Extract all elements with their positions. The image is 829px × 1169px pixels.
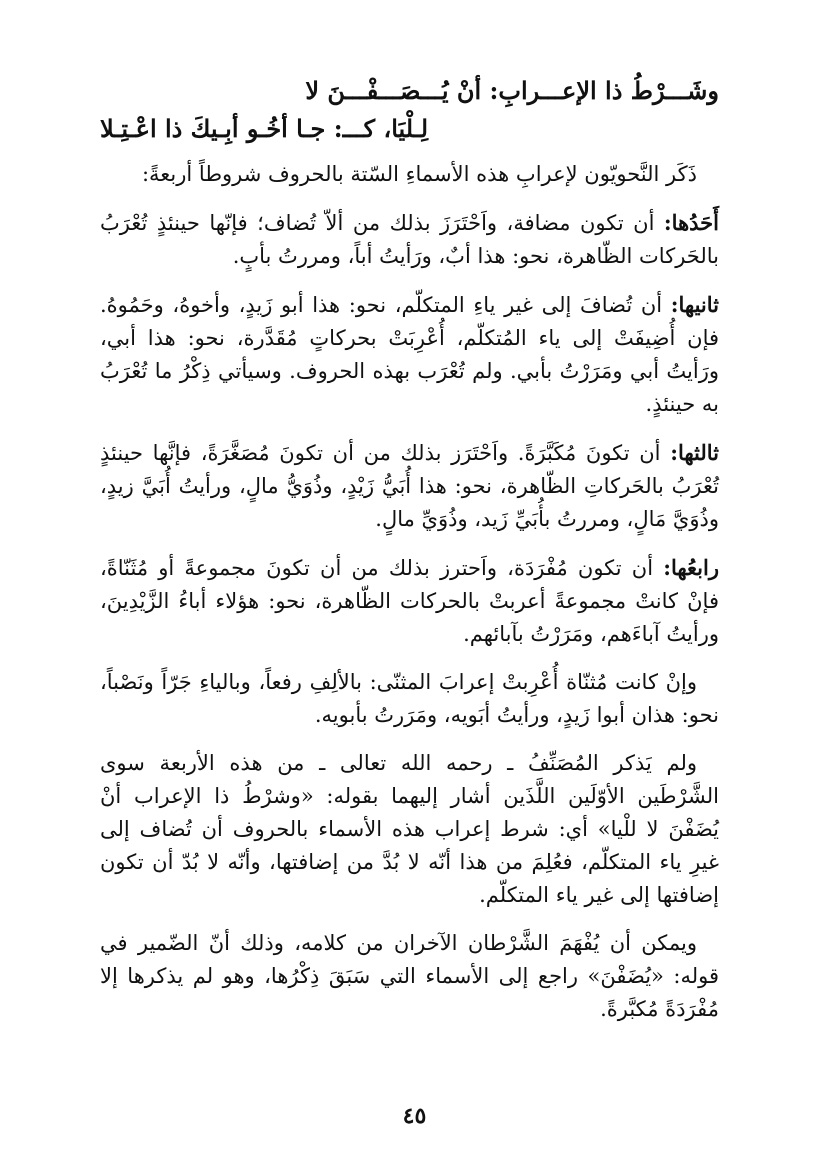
condition-1-label: أَحَدُها: (663, 210, 719, 235)
condition-2-paragraph (100, 288, 719, 421)
verse-line-2: لِـلْيَا، كـــ: جـا أخُـو أبِـيكَ ذا اعْـتِـلا (100, 114, 429, 143)
author-paragraph: ولم يَذكر المُصَنِّفُ ـ رحمه الله تعالى ـ من هذه الأربعة سوى الشَّرْطَين الأوّلَين اللَّذَين أشار إليهما بقوله: «وشرْطُ ذا الإعراب أنْ يُضَفْنَ لا للْيا» أي: شرط إعراب هذه الأسماء بالحروف أن تُضاف إلى غيرِ ياء المتكلّم، فعُلِمَ من هذا أنّه لا بُدَّ من إضافتها، وأنّه لا بُدّ أن تكون إضافتها إلى غير ياء المتكلّم. (100, 751, 719, 907)
condition-3-paragraph (100, 436, 719, 536)
final-paragraph: ويمكن أن يُفْهَمَ الشَّرْطان الآخران من كلامه، وذلك أنّ الضّمير في قوله: «يُضَفْنَ» راجع إلى الأسماء التي سَبَقَ ذِكْرُها، وهو لم يذكرها إلا مُفْرَدَةً مُكبَّرةً. (100, 931, 719, 1021)
condition-4-paragraph (100, 551, 719, 651)
condition-3-label: ثالثها: (670, 440, 719, 465)
condition-1-text: أن تكون مضافة، واَحْتَرَزَ بذلك من ألاّ تُضاف؛ فإنّها حينئذٍ تُعْرَبُ بالحَركات الظّاهرة، نحو: هذا أبٌ، ورَأيتُ أباً، ومررتُ بأبٍ. (100, 211, 719, 268)
verse-line-1: وشَـــرْطُ ذا الإعـــرابِ: أنْ يُـــصَـــفْـــنَ لا (305, 76, 719, 105)
dual-paragraph: وإنْ كانت مُثنّاة أُعْرِبتْ إعرابَ المثنّى: بالألِفِ رفعاً، وبالياءِ جَرّاً ونَصْباً، نحو: هذان أبوا زَيدٍ، ورأيتُ أبَويه، ومَرَرتُ بأبويه. (100, 670, 719, 727)
page-number: ٤٥ (402, 1103, 427, 1129)
condition-3-text: أن تكونَ مُكَبَّرَةً. واَحْتَرَز بذلك من أن تكونَ مُصَغَّرَةً، فإنَّها حينئذٍ تُعْرَبُ بالحَركاتِ الظّاهرة، نحو: هذا أُبَيُّ زَيْدٍ، وذُوَيُّ مالٍ، ورأيتُ أُبَيَّ زيدٍ، وذُوَيَّ مَالٍ، ومررتُ بأُبَيِّ زَيد، وذُوَيِّ مالٍ. (100, 441, 719, 531)
verse-block (100, 72, 719, 148)
condition-1-paragraph (100, 206, 719, 273)
condition-4-text: أن تكون مُفْرَدَة، واَحترز بذلك من أن تكونَ مجموعةً أو مُثَنّاةً، فإنْ كانتْ مجموعةً أعربتْ بالحركات الظّاهرة، نحو: هؤلاء أباءُ الزَّيْدِينَ، ورأيتُ آباءَهم، ومَرَرْتُ بآبائهم. (100, 556, 719, 646)
intro-paragraph: ذَكَر النَّحويّون لإعرابِ هذه الأسماءِ السّتة بالحروف شروطاً أربعةً: (141, 162, 697, 186)
condition-4-label: رابعُها: (663, 555, 719, 580)
condition-2-label: ثانيها: (670, 292, 719, 317)
condition-2-text: أن تُضافَ إلى غير ياءِ المتكلّم، نحو: هذا أبو زَيدٍ، وأخوهُ، وحَمُوهُ. فإن أُضِيفَتْ إلى ياء المُتكلّم، أُعْرِبَتْ بحركاتٍ مُقَدَّرة، نحو: هذا أبي، ورَأيتُ أبي ومَرَرْتُ بأبي. ولم تُعْرَب بهذه الحروف. وسيأتي ذِكْرُ ما تُعْرَبُ به حينئذٍ. (100, 293, 719, 416)
